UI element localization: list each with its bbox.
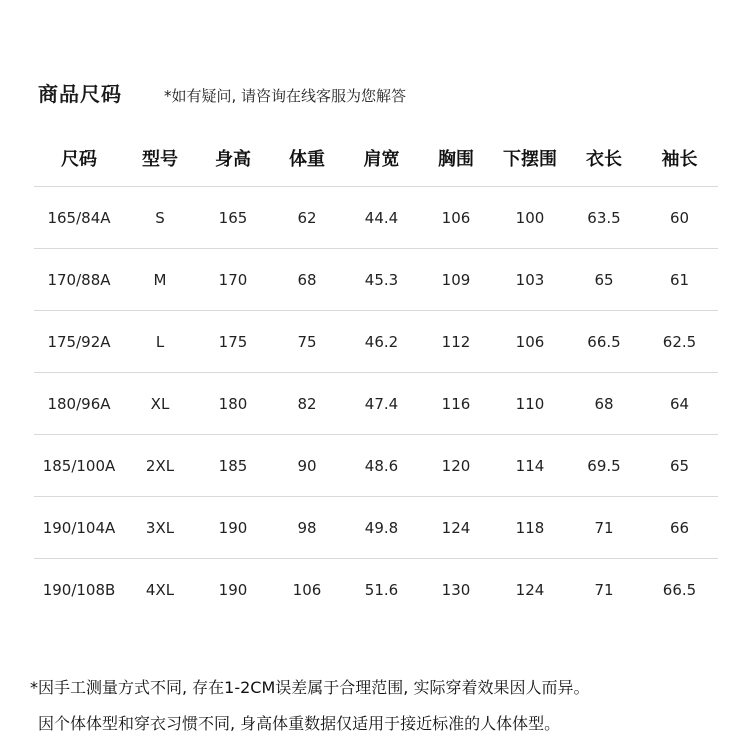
table-cell: 170 (218, 270, 248, 289)
table-row (34, 373, 718, 435)
page-title: 商品尺码 (38, 82, 122, 106)
table-cell: XL (150, 394, 170, 413)
table-cell: 190/104A (42, 518, 116, 537)
table-cell: 3XL (145, 518, 175, 537)
column-header-sleeve: 袖长 (661, 149, 698, 170)
table-cell: 75 (297, 332, 317, 351)
table-row (34, 435, 718, 497)
table-cell: 68 (594, 394, 614, 413)
table-cell: 71 (594, 580, 614, 599)
table-cell: S (155, 208, 165, 227)
table-cell: 190 (218, 518, 248, 537)
table-cell: L (155, 332, 165, 351)
table-cell: 2XL (145, 456, 175, 475)
table-cell: 120 (441, 456, 471, 475)
table-cell: 165 (218, 208, 248, 227)
table-cell: 175 (218, 332, 248, 351)
table-cell: 65 (669, 456, 690, 475)
column-header-chest: 胸围 (438, 149, 474, 170)
table-cell: 66.5 (587, 332, 621, 351)
table-cell: 51.6 (364, 580, 399, 599)
table-cell: 114 (515, 456, 545, 475)
table-cell: 124 (515, 580, 545, 599)
table-cell: 66 (669, 518, 690, 537)
table-cell: 69.5 (587, 456, 621, 475)
table-cell: 180/96A (47, 394, 111, 413)
size-table (34, 130, 718, 620)
column-header-height: 身高 (215, 149, 251, 170)
table-cell: 64 (669, 394, 690, 413)
table-cell: 190/108B (42, 580, 116, 599)
measurement-disclaimer (30, 670, 589, 742)
table-header-row (34, 130, 718, 187)
table-cell: 106 (441, 208, 471, 227)
table-cell: 71 (594, 518, 614, 537)
table-row (34, 559, 718, 620)
table-cell: 63.5 (587, 208, 621, 227)
table-cell: 47.4 (364, 394, 399, 413)
table-cell: 45.3 (364, 270, 399, 289)
table-cell: 106 (292, 580, 322, 599)
table-cell: 165/84A (47, 208, 111, 227)
table-cell: 98 (297, 518, 317, 537)
table-cell: 66.5 (662, 580, 697, 599)
table-cell: 185/100A (42, 456, 116, 475)
table-cell: 112 (441, 332, 471, 351)
table-cell: 60 (669, 208, 690, 227)
disclaimer-line-1: *因手工测量方式不同, 存在1-2CM误差属于合理范围, 实际穿着效果因人而异。 (30, 678, 590, 697)
table-cell: 100 (515, 208, 545, 227)
table-cell: 61 (669, 270, 690, 289)
table-cell: 106 (515, 332, 545, 351)
table-cell: 46.2 (364, 332, 399, 351)
table-cell: 185 (218, 456, 248, 475)
table-cell: 190 (218, 580, 248, 599)
column-header-size: 尺码 (61, 149, 97, 170)
table-cell: 82 (297, 394, 317, 413)
table-cell: 116 (441, 394, 471, 413)
table-row (34, 497, 718, 559)
table-cell: 62 (297, 208, 317, 227)
table-cell: 44.4 (364, 208, 399, 227)
column-header-length: 衣长 (586, 149, 622, 170)
table-cell: 49.8 (364, 518, 399, 537)
table-cell: 4XL (145, 580, 175, 599)
table-row (34, 249, 718, 311)
column-header-model: 型号 (142, 149, 178, 170)
table-cell: 118 (515, 518, 545, 537)
table-cell: 170/88A (47, 270, 111, 289)
table-row (34, 187, 718, 249)
table-cell: 180 (218, 394, 248, 413)
table-cell: 65 (594, 270, 614, 289)
disclaimer-line-2: 因个体体型和穿衣习惯不同, 身高体重数据仅适用于接近标准的人体体型。 (38, 714, 561, 733)
table-cell: 68 (297, 270, 317, 289)
size-header (38, 78, 406, 107)
table-cell: 110 (515, 394, 545, 413)
table-cell: 103 (515, 270, 545, 289)
column-header-hem: 下摆围 (503, 149, 557, 170)
table-cell: 62.5 (662, 332, 697, 351)
table-cell: 90 (297, 456, 317, 475)
table-row (34, 311, 718, 373)
table-cell: 124 (441, 518, 471, 537)
column-header-shoulder: 肩宽 (363, 149, 400, 170)
column-header-weight: 体重 (289, 149, 325, 170)
table-cell: 109 (441, 270, 471, 289)
table-cell: M (153, 270, 167, 289)
table-cell: 48.6 (364, 456, 399, 475)
help-note: *如有疑问, 请咨询在线客服为您解答 (164, 87, 407, 105)
table-cell: 130 (441, 580, 471, 599)
table-cell: 175/92A (47, 332, 111, 351)
